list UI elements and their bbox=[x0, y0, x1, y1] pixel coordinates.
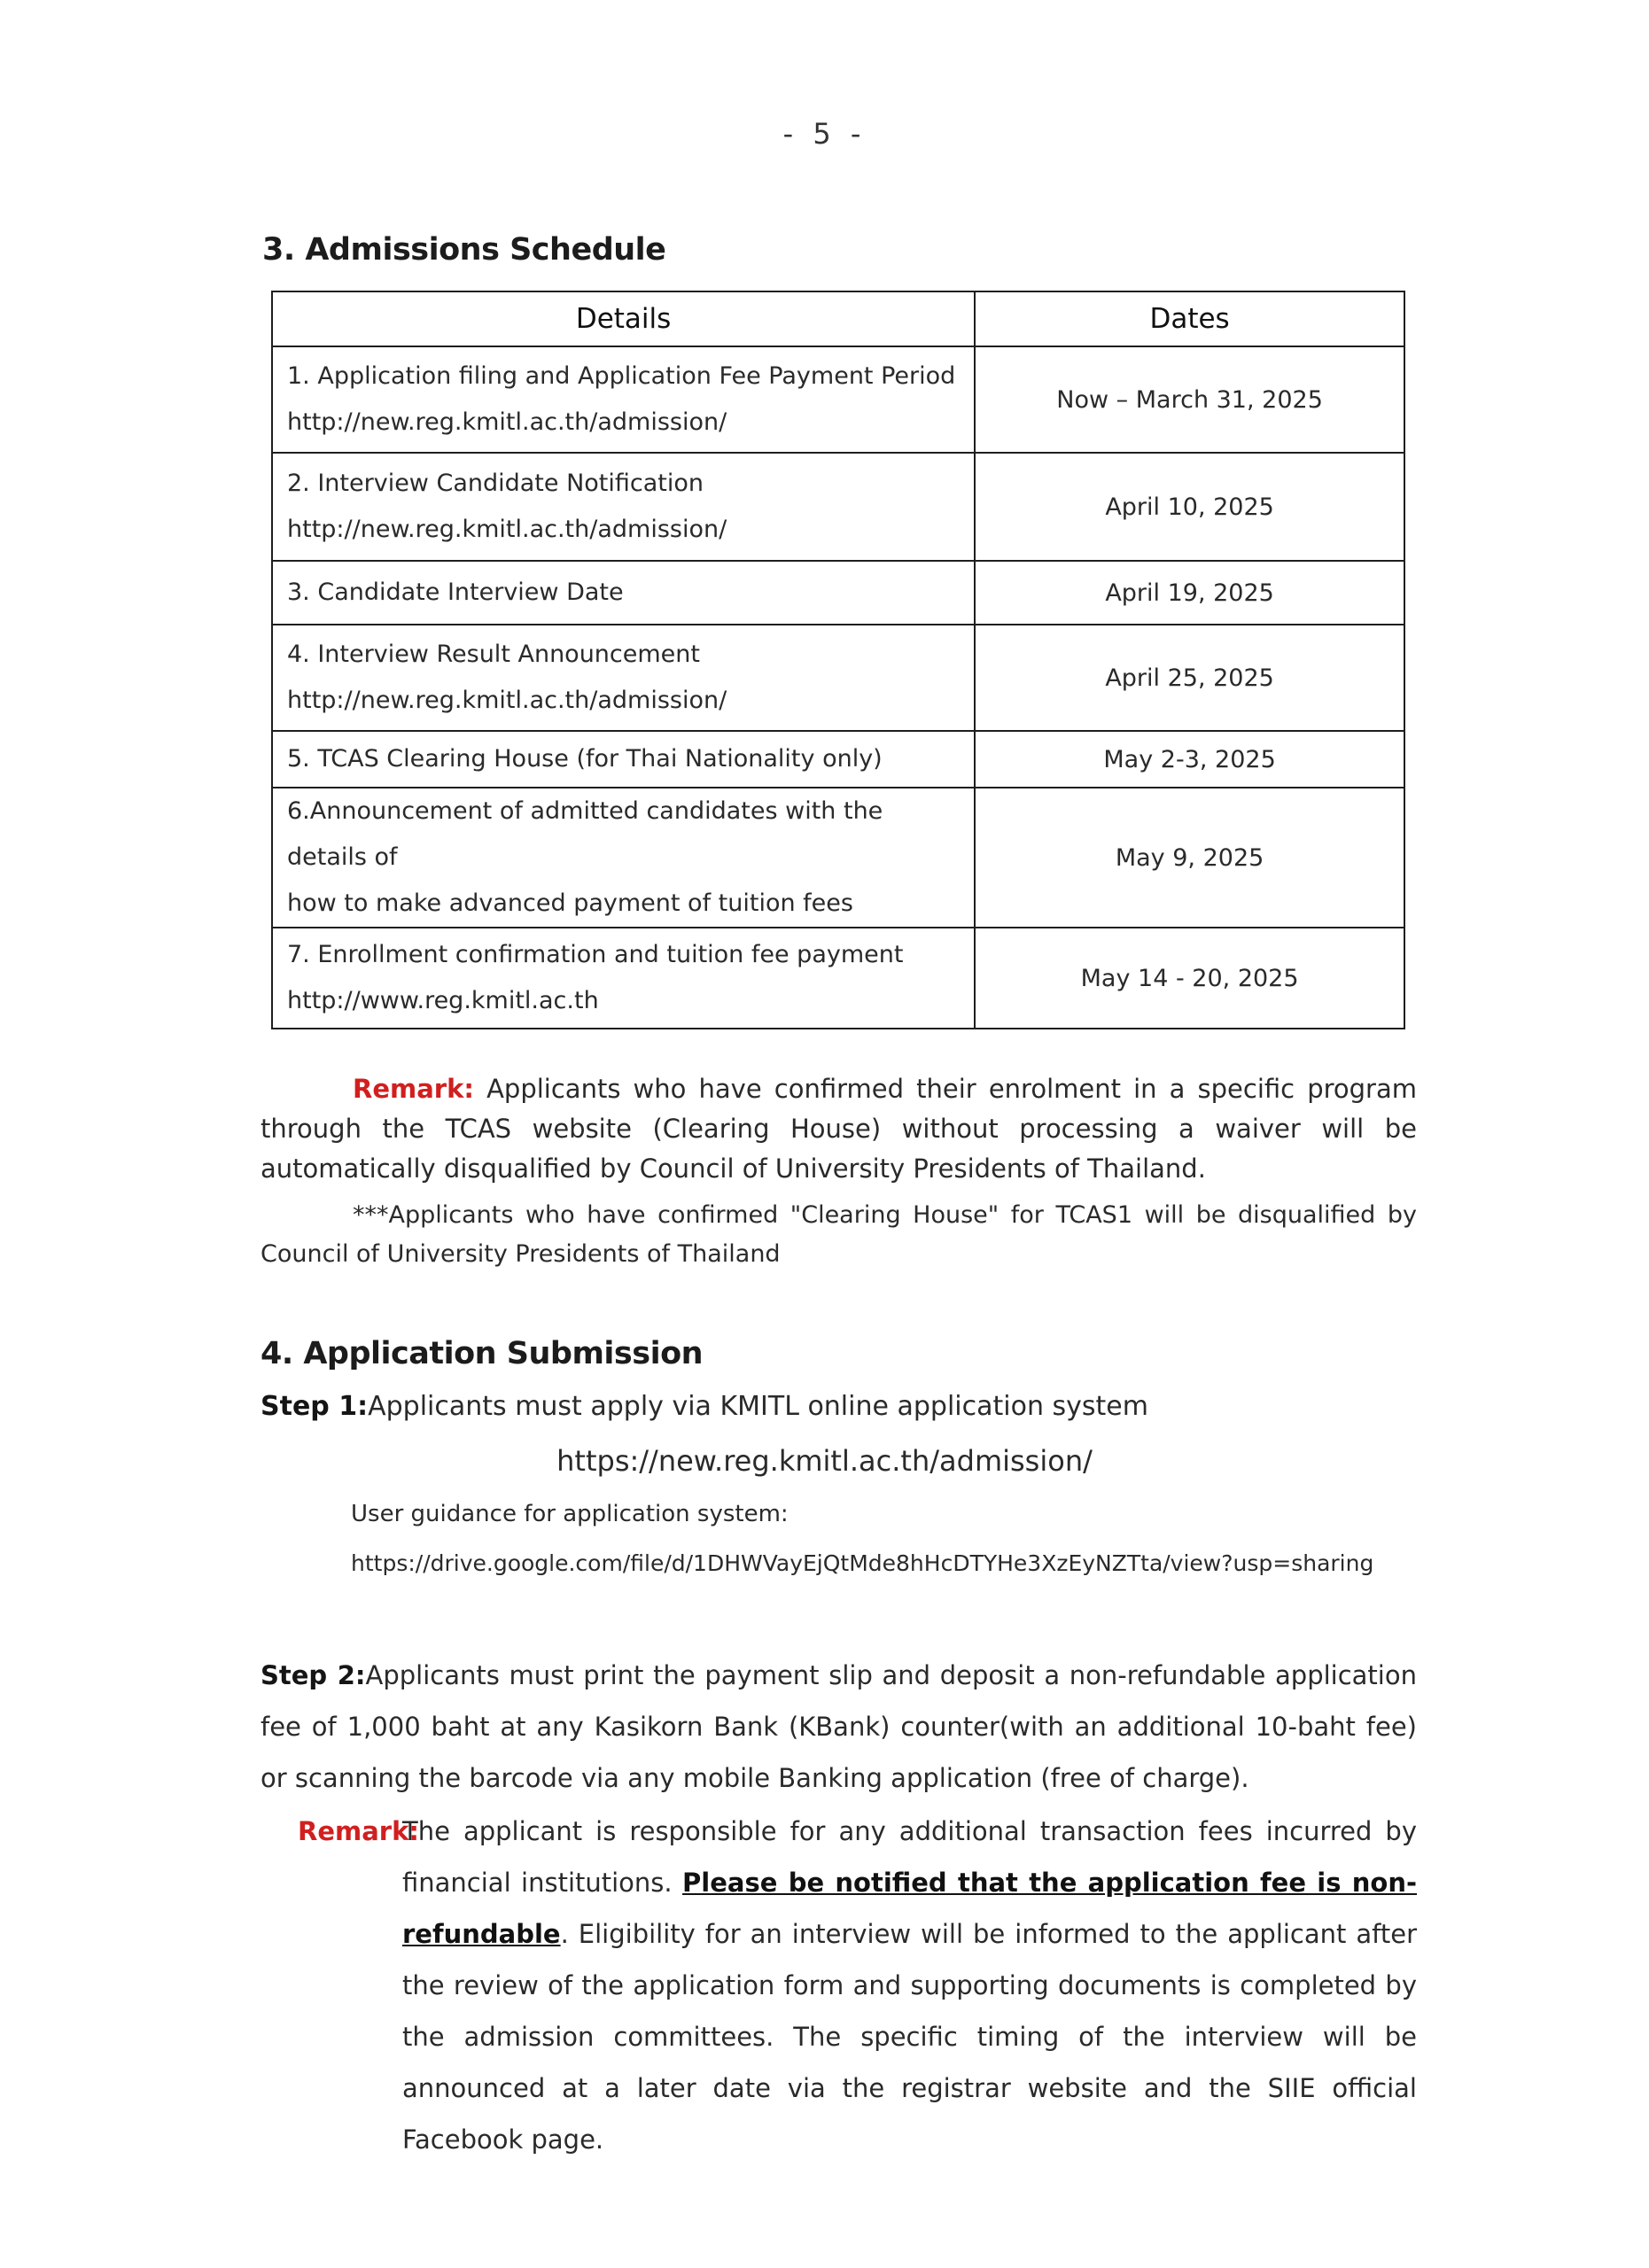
row-detail-text: 3. Candidate Interview Date bbox=[287, 579, 624, 606]
row-detail bbox=[272, 928, 975, 1029]
table-row bbox=[272, 453, 1404, 561]
fee-remark-text-before: The applicant is responsible for any additional transaction fees incurred by financial institutions. bbox=[402, 1816, 1417, 1898]
step-1 bbox=[261, 1391, 1148, 1422]
row-detail-text: 6.Announcement of admitted candidates with the details of bbox=[287, 797, 883, 871]
row-date: April 25, 2025 bbox=[975, 625, 1404, 731]
schedule-remark-note: ***Applicants who have confirmed "Clearing House" for TCAS1 will be disqualified by Council of University Presidents of Thailand bbox=[261, 1201, 1417, 1268]
guidance-label: User guidance for application system: bbox=[351, 1501, 789, 1527]
header-details: Details bbox=[272, 291, 975, 346]
row-detail-text: 7. Enrollment confirmation and tuition fee payment bbox=[287, 941, 904, 968]
row-detail-url: http://new.reg.kmitl.ac.th/admission/ bbox=[287, 516, 727, 543]
row-detail-text: 4. Interview Result Announcement bbox=[287, 641, 700, 668]
row-date: May 14 - 20, 2025 bbox=[975, 928, 1404, 1029]
step-2-label: Step 2: bbox=[261, 1660, 366, 1690]
remark-label: Remark: bbox=[353, 1074, 474, 1104]
row-detail bbox=[272, 453, 975, 561]
fee-remark bbox=[298, 1806, 1417, 2165]
fee-remark-text-after: . Eligibility for an interview will be informed to the applicant after the review of the application form and supporting documents is completed by the admission committees. The specific timing of the interview will be announced at a later date via the registrar website and the SIIE official Facebook page. bbox=[402, 1919, 1417, 2155]
admissions-schedule-table bbox=[271, 291, 1405, 1029]
guidance-url: https://drive.google.com/file/d/1DHWVayEjQtMde8hHcDTYHe3XzEyNZTta/view?usp=sharing bbox=[351, 1550, 1374, 1576]
row-detail-url: http://www.reg.kmitl.ac.th bbox=[287, 987, 599, 1014]
row-detail bbox=[272, 346, 975, 453]
step-1-label: Step 1: bbox=[261, 1391, 369, 1422]
row-date: Now – March 31, 2025 bbox=[975, 346, 1404, 453]
step-1-text: Applicants must apply via KMITL online application system bbox=[368, 1391, 1148, 1422]
section-4-heading: 4. Application Submission bbox=[261, 1336, 704, 1371]
row-date: May 2-3, 2025 bbox=[975, 731, 1404, 788]
remark-text: Applicants who have confirmed their enrolment in a specific program through the TCAS website (Clearing House) without processing a waiver will be automatically disqualified by Council of University Presidents of Thailand. bbox=[261, 1074, 1417, 1184]
row-detail-url: http://new.reg.kmitl.ac.th/admission/ bbox=[287, 408, 727, 436]
row-detail bbox=[272, 788, 975, 928]
table-row bbox=[272, 625, 1404, 731]
row-date: May 9, 2025 bbox=[975, 788, 1404, 928]
row-detail bbox=[272, 731, 975, 788]
table-header-row bbox=[272, 291, 1404, 346]
application-url: https://new.reg.kmitl.ac.th/admission/ bbox=[556, 1444, 1093, 1478]
table-row bbox=[272, 928, 1404, 1029]
row-date: April 19, 2025 bbox=[975, 561, 1404, 625]
table-row bbox=[272, 731, 1404, 788]
fee-remark-label: Remark: bbox=[298, 1816, 419, 1846]
header-dates: Dates bbox=[975, 291, 1404, 346]
row-detail-text: 2. Interview Candidate Notification bbox=[287, 470, 704, 497]
schedule-remark bbox=[261, 1069, 1417, 1189]
row-detail-url: http://new.reg.kmitl.ac.th/admission/ bbox=[287, 687, 727, 714]
row-detail-text: 5. TCAS Clearing House (for Thai Nationality only) bbox=[287, 745, 883, 773]
non-refundable-notice: Please be notified that the application fee is non-refundable bbox=[402, 1868, 1417, 1949]
page-number: - 5 - bbox=[782, 117, 867, 151]
step-2 bbox=[261, 1650, 1417, 1804]
step-2-text: Applicants must print the payment slip and deposit a non-refundable application fee of 1,000 baht at any Kasikorn Bank (KBank) counter(with an additional 10-baht fee) or scanning the barcode via any mobile Banking application (free of charge). bbox=[261, 1660, 1417, 1793]
row-detail-continuation: how to make advanced payment of tuition fees bbox=[287, 889, 853, 917]
table-row bbox=[272, 561, 1404, 625]
section-3-heading: 3. Admissions Schedule bbox=[262, 232, 666, 268]
row-detail bbox=[272, 625, 975, 731]
row-detail-text: 1. Application filing and Application Fee Payment Period bbox=[287, 362, 956, 390]
table-row bbox=[272, 346, 1404, 453]
row-detail bbox=[272, 561, 975, 625]
table-row bbox=[272, 788, 1404, 928]
row-date: April 10, 2025 bbox=[975, 453, 1404, 561]
